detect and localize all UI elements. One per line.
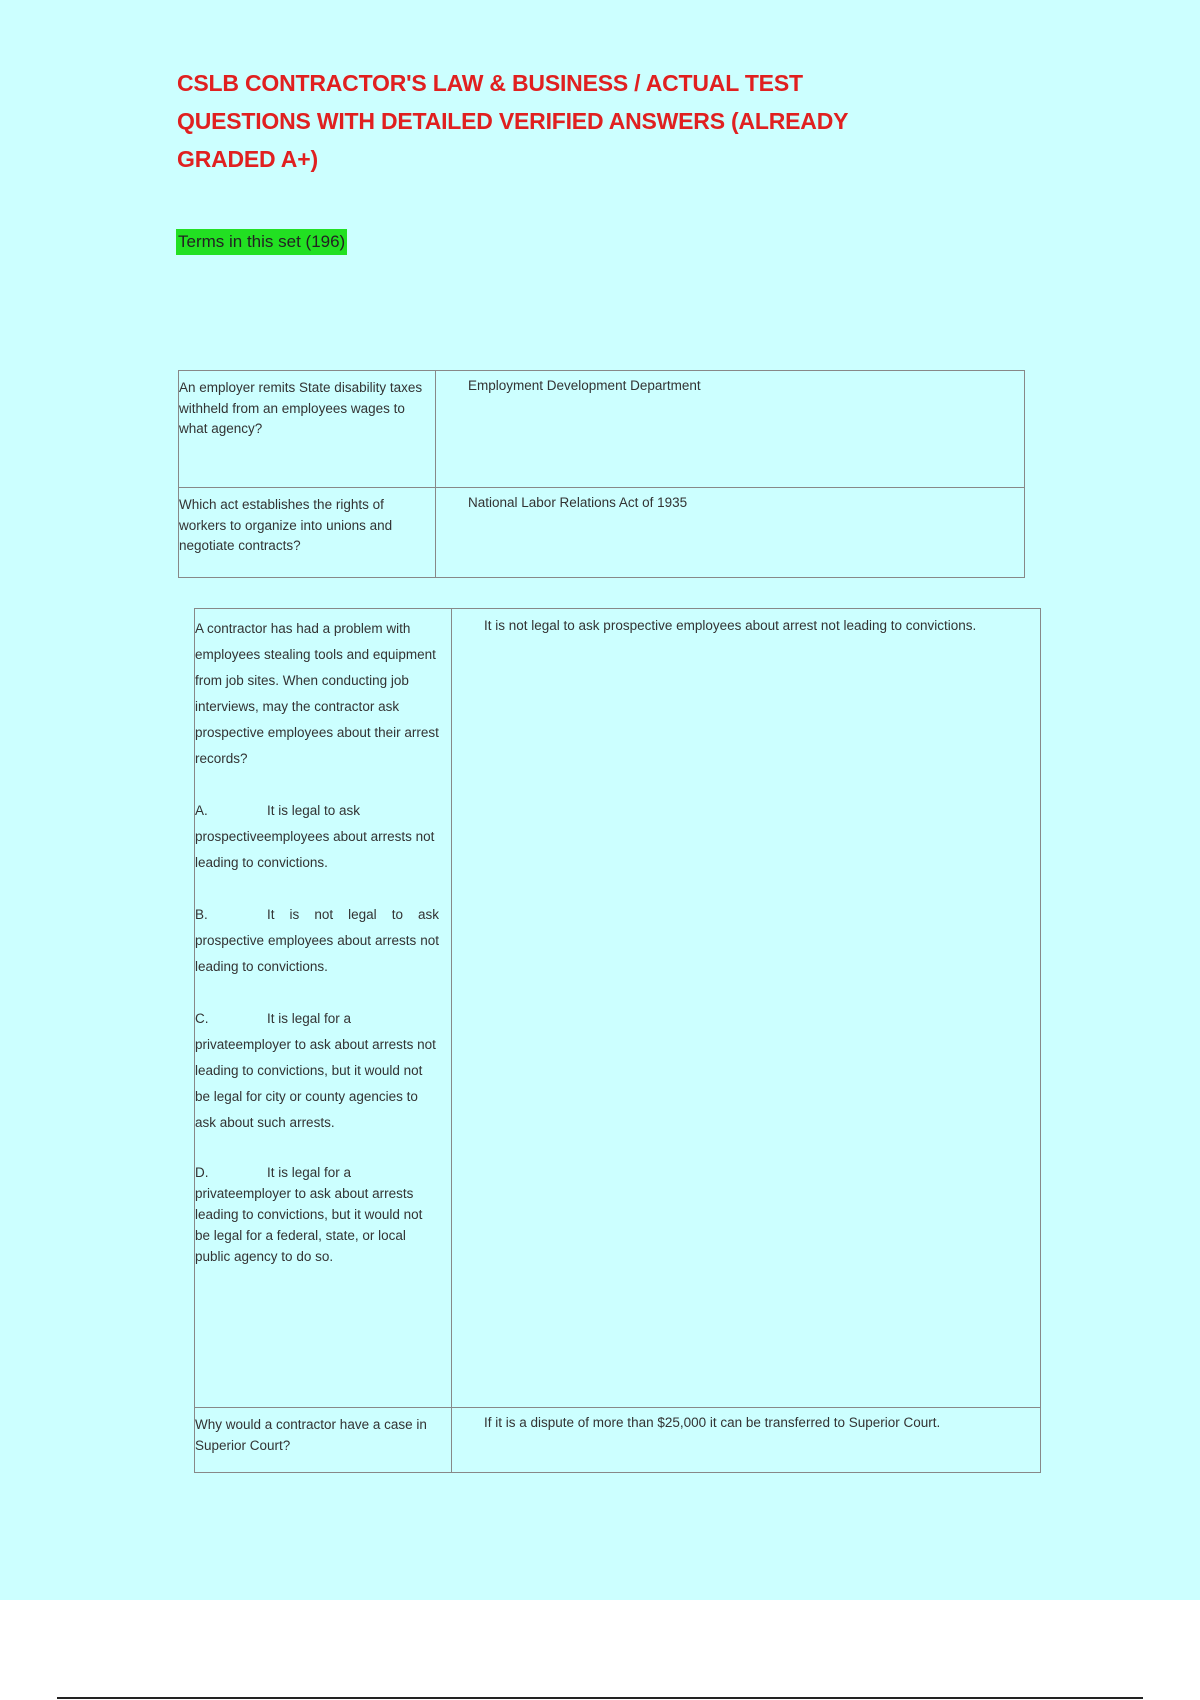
option-letter: D. [195,1165,209,1180]
answer-option-c [195,1006,439,1136]
card-question: Which act establishes the rights of workers to organize into unions and negotiate contracts? [179,497,393,553]
terms-count-label: Terms in this set (196) [176,229,347,255]
option-text: It is legal for a privateemployer to ask about arrests leading to convictions, but it would not be legal for a federal, state, or local public agency to do so. [195,1165,423,1264]
option-text: It is legal for a privateemployer to ask about arrests not leading to convictions, but it would not be legal for city or county agencies to ask about such arrests. [195,1011,436,1130]
card-answer: If it is a dispute of more than $25,000 it can be transferred to Superior Court. [484,1415,941,1430]
card-question: Why would a contractor have a case in Superior Court? [195,1417,427,1453]
answer-option-a [195,798,439,876]
card-question: An employer remits State disability taxes withheld from an employees wages to what agency? [179,380,423,436]
option-letter: B. [195,907,208,922]
flashcard-table-2 [194,608,1041,1473]
card-answer: It is not legal to ask prospective employees about arrest not leading to convictions. [484,618,977,633]
answer-option-b [195,902,439,980]
footer-rule [57,1697,1143,1699]
option-letter: C. [195,1011,209,1026]
flashcard-table-1 [178,370,1025,578]
table-row [179,371,1025,488]
table-row [179,488,1025,578]
document-title: CSLB CONTRACTOR'S LAW & BUSINESS / ACTUAL TEST QUESTIONS WITH DETAILED VERIFIED ANSWERS (ALREADY GRADED A+) [177,70,848,172]
option-text: It is not legal to ask prospective employees about arrests not leading to convictions. [195,907,439,974]
card-answer: Employment Development Department [468,378,701,393]
card-answer: National Labor Relations Act of 1935 [468,495,688,510]
card-question: A contractor has had a problem with employees stealing tools and equipment from job sites. When conducting job interviews, may the contractor ask prospective employees about their arrest records? [195,621,439,766]
option-text: It is legal to ask prospectiveemployees about arrests not leading to convictions. [195,803,435,870]
table-row [195,1408,1041,1473]
table-row [195,609,1041,1408]
answer-option-d [195,1162,439,1267]
option-letter: A. [195,803,208,818]
